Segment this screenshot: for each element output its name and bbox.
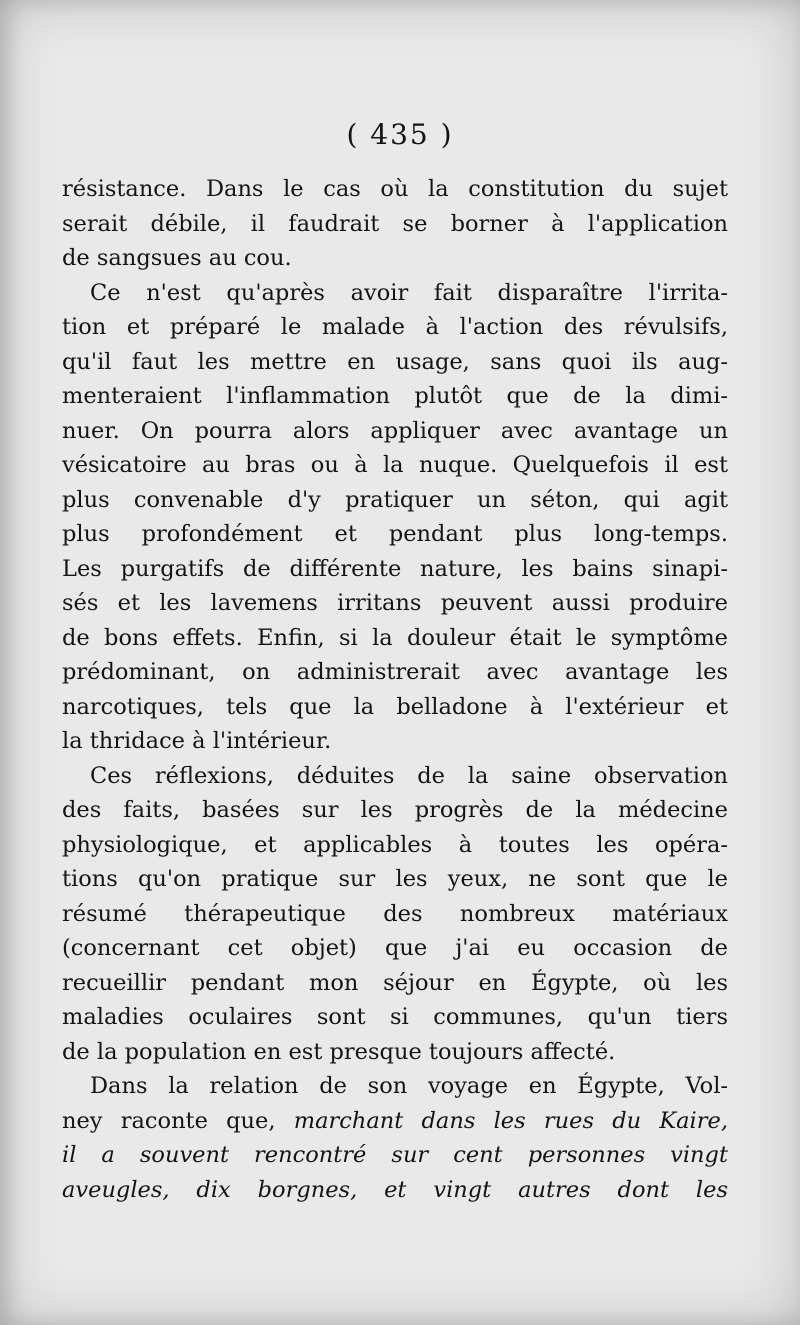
text-segment: marchant dans les rues du Kaire,: [293, 1107, 728, 1134]
text-line: la thridace à l'intérieur.: [62, 728, 332, 754]
text-segment: ney raconte que,: [62, 1107, 294, 1134]
text-line: des faits, basées sur les progrès de la médecine: [62, 797, 728, 823]
text-line: de sangsues au cou.: [62, 245, 292, 271]
text-line: narcotiques, tels que la belladone à l'extérieur et: [62, 693, 728, 720]
text-line: plus convenable d'y pratiquer un séton, qui agit: [62, 486, 728, 513]
text-line: de bons effets. Enfin, si la douleur était le symptôme: [62, 624, 728, 651]
text-line: tion et préparé le malade à l'action des révulsifs,: [62, 314, 728, 340]
text-line: aveugles, dix borgnes, et vingt autres dont les: [62, 1176, 728, 1203]
text-line: nuer. On pourra alors appliquer avec avantage un: [62, 417, 728, 444]
text-line: prédominant, on administrerait avec avantage les: [62, 659, 728, 685]
text-line: recueillir pendant mon séjour en Égypte, où les: [62, 969, 728, 996]
text-line: résistance. Dans le cas où la constitution du sujet: [62, 176, 728, 202]
text-line: Ces réflexions, déduites de la saine observation: [90, 762, 728, 789]
body-text: [62, 172, 728, 1207]
text-line: vésicatoire au bras ou à la nuque. Quelquefois il est: [62, 452, 728, 478]
text-line: physiologique, et applicables à toutes les opéra-: [62, 831, 728, 858]
text-line: Ce n'est qu'après avoir fait disparaître l'irrita-: [90, 279, 728, 306]
text-line: tions qu'on pratique sur les yeux, ne sont que le: [62, 866, 728, 892]
text-line: maladies oculaires sont si communes, qu'un tiers: [62, 1004, 728, 1030]
text-line: sés et les lavemens irritans peuvent aussi produire: [62, 590, 728, 616]
text-line: Dans la relation de son voyage en Égypte, Vol-: [90, 1073, 728, 1099]
text-line: de la population en est presque toujours affecté.: [62, 1038, 616, 1065]
text-line: qu'il faut les mettre en usage, sans quoi ils aug-: [62, 348, 728, 375]
text-line: résumé thérapeutique des nombreux matériaux: [62, 900, 728, 927]
text-line: menteraient l'inflammation plutôt que de la dimi-: [62, 383, 728, 409]
text-line: (concernant cet objet) que j'ai eu occasion de: [62, 935, 728, 961]
text-line: [62, 1104, 728, 1139]
page-number: ( 435 ): [346, 118, 454, 151]
text-line: serait débile, il faudrait se borner à l'application: [62, 210, 728, 237]
text-line: Les purgatifs de différente nature, les bains sinapi-: [62, 555, 728, 582]
text-line: plus profondément et pendant plus long-temps.: [62, 521, 728, 547]
text-line: il a souvent rencontré sur cent personnes vingt: [62, 1142, 728, 1168]
